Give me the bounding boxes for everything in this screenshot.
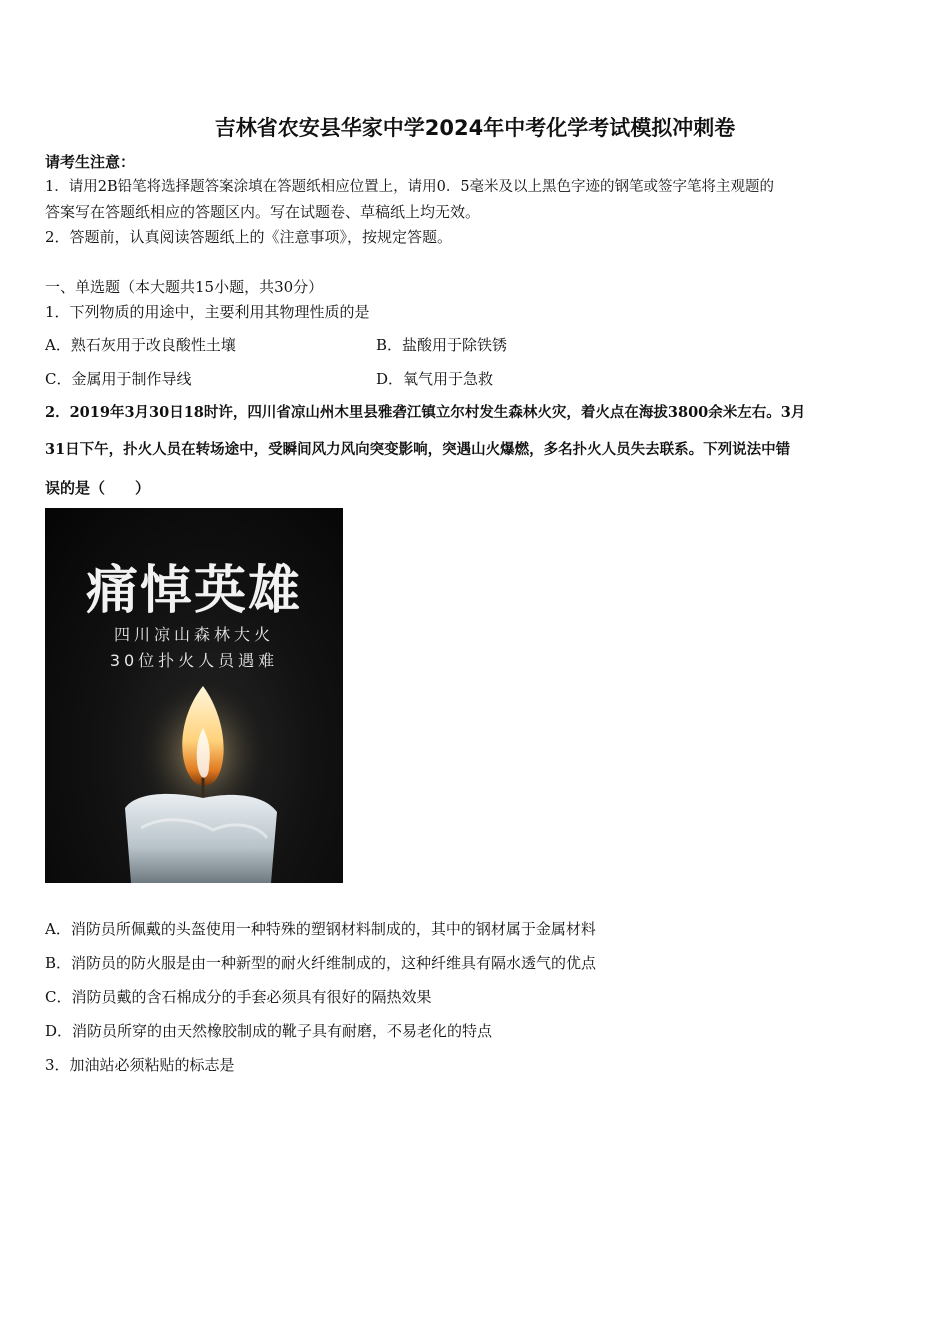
q2-option-d: D．消防员所穿的由天然橡胶制成的靴子具有耐磨，不易老化的特点 (45, 1022, 493, 1040)
notice-line-2: 2．答题前，认真阅读答题纸上的《注意事项》，按规定答题。 (45, 228, 453, 246)
q2-option-b: B．消防员的防火服是由一种新型的耐火纤维制成的，这种纤维具有隔水透气的优点 (45, 954, 597, 972)
q1-stem: 1．下列物质的用途中，主要利用其物理性质的是 (45, 303, 370, 321)
memorial-candle-image (45, 508, 343, 883)
notice-line-1a: 1．请用2B铅笔将选择题答案涂填在答题纸相应位置上，请用0．5毫米及以上黑色字迹的钢笔或签字笔将主观题的 (45, 179, 775, 195)
q1-option-b: B．盐酸用于除铁锈 (376, 336, 508, 354)
page-title: 吉林省农安县华家中学2024年中考化学考试模拟冲刺卷 (214, 116, 736, 140)
notice-line-1b: 答案写在答题纸相应的答题区内。写在试题卷、草稿纸上均无效。 (45, 203, 481, 221)
q1-option-d: D．氧气用于急救 (376, 370, 494, 388)
q2-stem-line-1: 2．2019年3月30日18时许，四川省凉山州木里县雅砻江镇立尔村发生森林火灾，着火点在海拔3800余米左右。3月 (45, 404, 806, 421)
q2-option-c: C．消防员戴的含石棉成分的手套必须具有很好的隔热效果 (45, 988, 432, 1006)
image-subtitle-2: 30位扑火人员遇难 (109, 651, 279, 670)
q2-option-a: A．消防员所佩戴的头盔使用一种特殊的塑钢材料制成的，其中的钢材属于金属材料 (45, 920, 596, 938)
image-subtitle-1: 四川凉山森林大火 (113, 625, 274, 644)
q1-option-a: A．熟石灰用于改良酸性土壤 (45, 336, 236, 354)
section-heading: 一、单选题（本大题共15小题，共30分） (45, 278, 324, 296)
candle-flame-icon (45, 508, 343, 883)
q2-stem-line-2: 31日下午，扑火人员在转场途中，受瞬间风力风向突变影响，突遇山火爆燃，多名扑火人员失去联系。下列说法中错 (45, 441, 791, 458)
q2-stem-line-3: 误的是（ ） (45, 479, 151, 497)
q1-option-c: C．金属用于制作导线 (45, 370, 192, 388)
notice-heading: 请考生注意： (45, 153, 136, 171)
q3-stem: 3．加油站必须粘贴的标志是 (45, 1056, 235, 1074)
image-heading: 痛悼英雄 (85, 561, 302, 621)
